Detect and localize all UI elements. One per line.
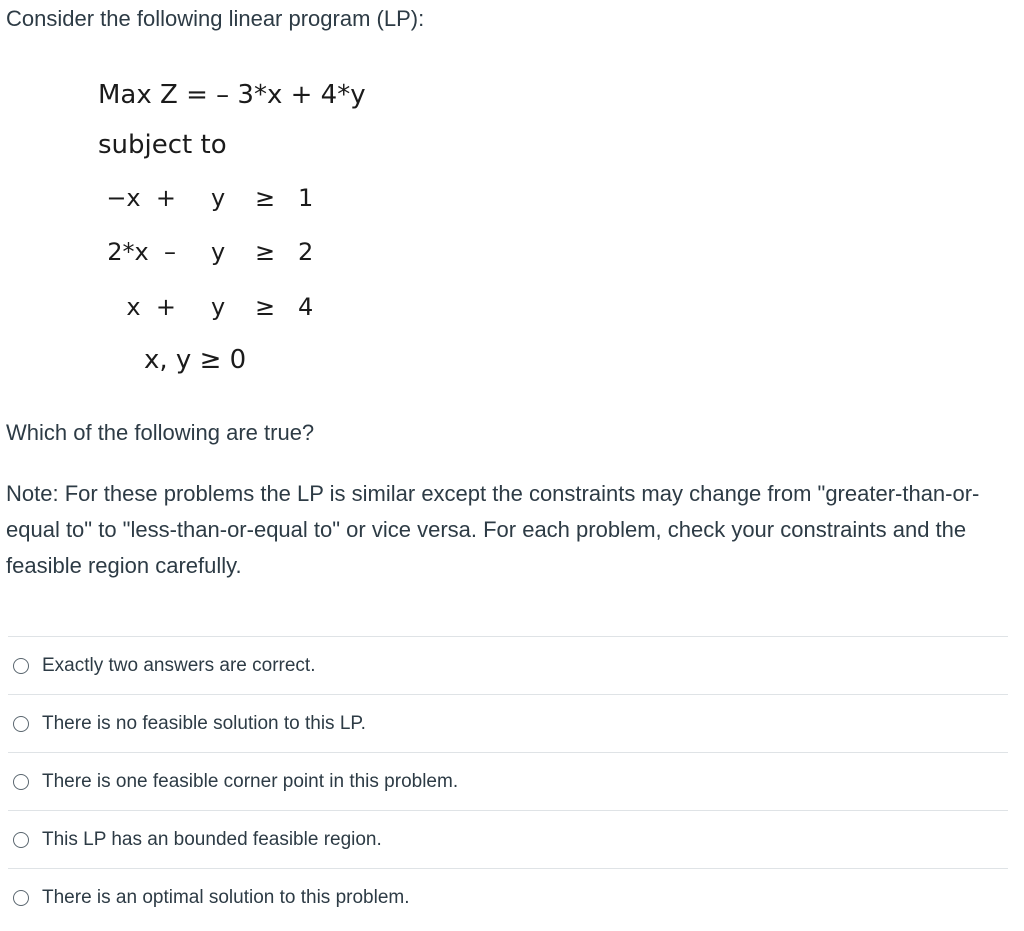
radio-button-icon[interactable] (13, 658, 29, 674)
radio-button-icon[interactable] (13, 890, 29, 906)
note-text: Note: For these problems the LP is similar except the constraints may change from "greater-than-or-equal to" to "less-than-or-equal to" or vice versa. For each problem, check your constraints and the feasible region carefully. (6, 481, 980, 578)
answer-list (8, 636, 1008, 926)
constraint-1-y: y (211, 184, 226, 212)
question-text: Which of the following are true? (6, 420, 315, 445)
constraint-1-rhs: 1 (298, 184, 314, 212)
intro-text: Consider the following linear program (LP): (6, 6, 425, 31)
constraint-2-left: 2*x – (107, 238, 176, 266)
subject-to-label: subject to (98, 130, 227, 160)
constraint-1-left: −x + (106, 184, 176, 212)
answer-label[interactable]: There is no feasible solution to this LP. (42, 712, 366, 734)
answer-option-1[interactable] (8, 637, 1008, 695)
nonnegativity-constraint: x, y ≥ 0 (144, 345, 247, 375)
radio-button-icon[interactable] (13, 832, 29, 848)
answer-label[interactable]: Exactly two answers are correct. (42, 654, 316, 676)
objective-function: Max Z = – 3*x + 4*y (98, 80, 366, 110)
answer-label[interactable]: There is an optimal solution to this problem. (42, 886, 410, 908)
constraint-3-left: x + (126, 293, 176, 321)
constraint-2-rhs: 2 (298, 238, 314, 266)
answer-option-4[interactable] (8, 811, 1008, 869)
constraint-1-operator: ≥ (255, 184, 276, 212)
radio-button-icon[interactable] (13, 774, 29, 790)
constraint-3-rhs: 4 (298, 293, 314, 321)
constraint-2-operator: ≥ (255, 238, 276, 266)
constraint-2-y: y (211, 238, 226, 266)
constraint-3-operator: ≥ (255, 293, 276, 321)
answer-label[interactable]: This LP has an bounded feasible region. (42, 828, 382, 850)
constraint-3-y: y (211, 293, 226, 321)
answer-option-2[interactable] (8, 695, 1008, 753)
answer-option-3[interactable] (8, 753, 1008, 811)
answer-label[interactable]: There is one feasible corner point in this problem. (42, 770, 459, 792)
radio-button-icon[interactable] (13, 716, 29, 732)
answer-option-5[interactable] (8, 869, 1008, 926)
